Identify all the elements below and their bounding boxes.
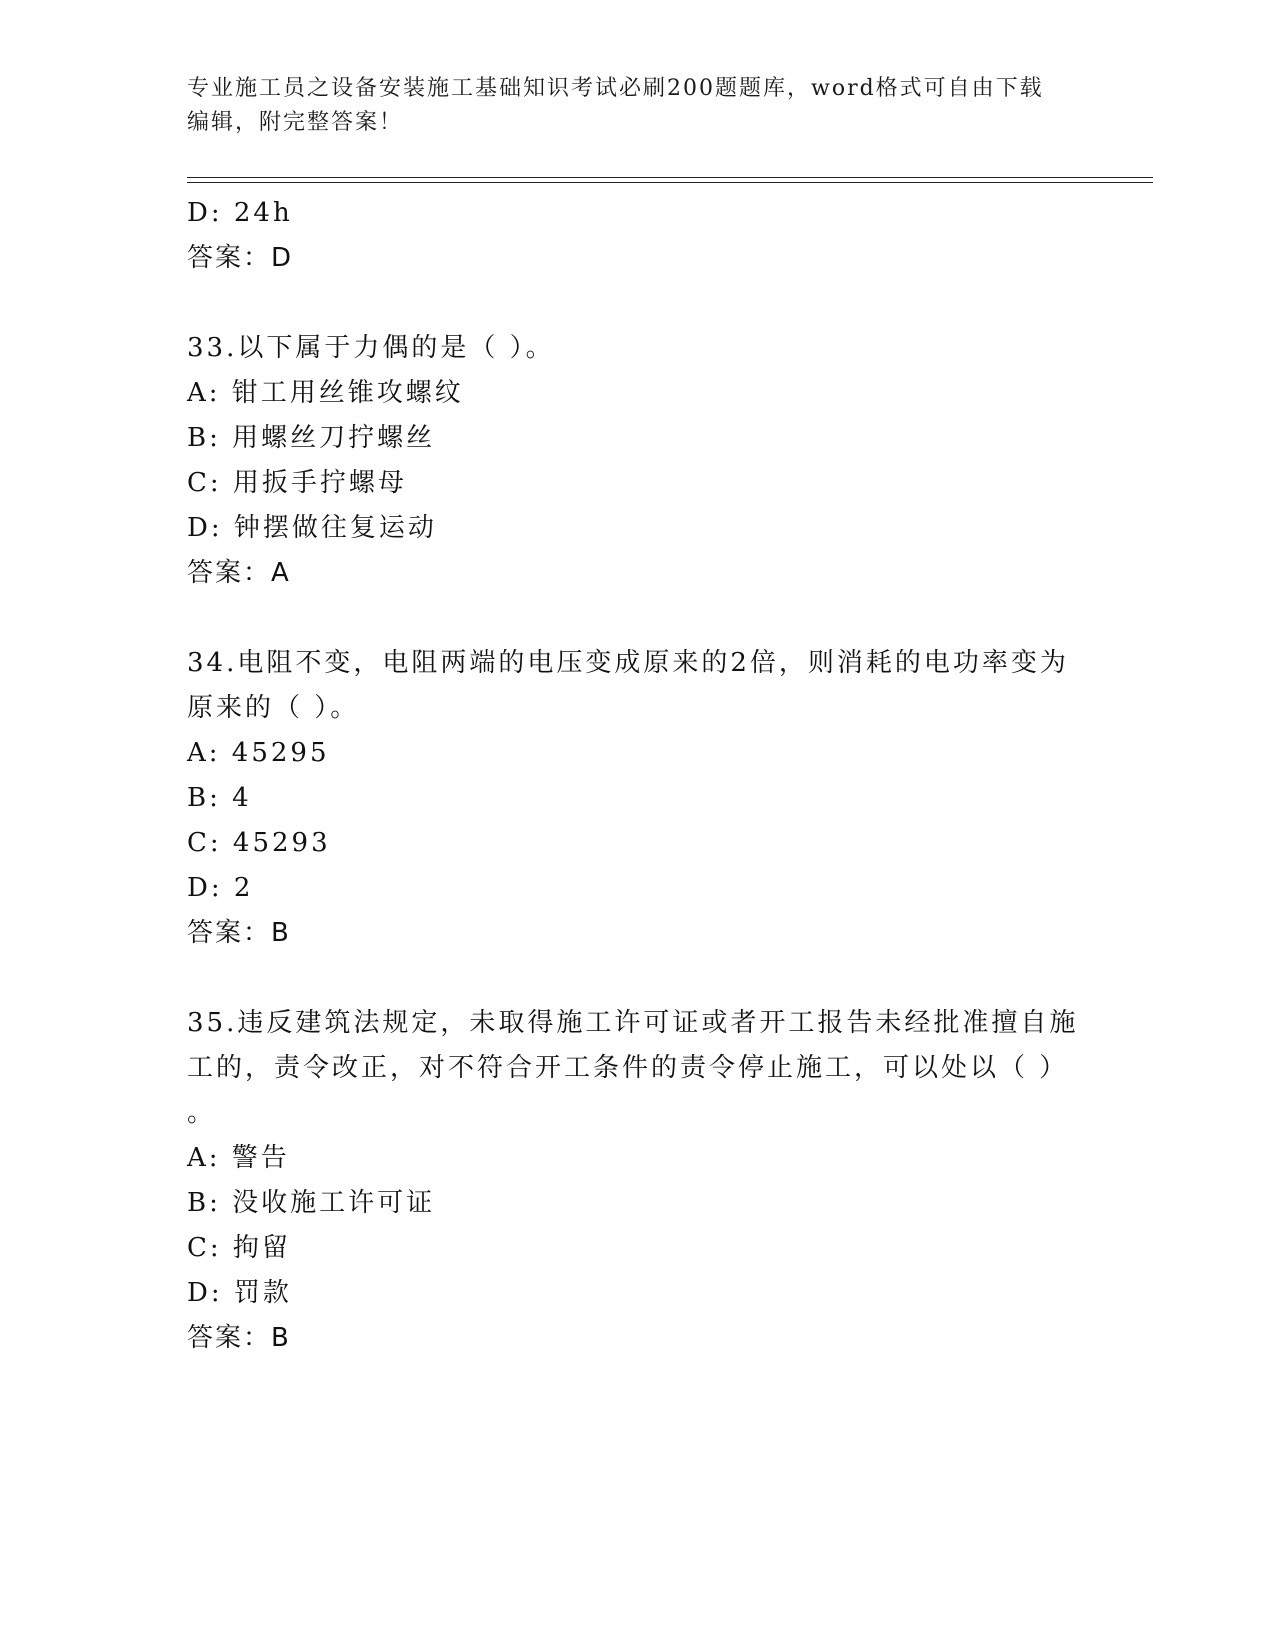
- option-c: C: 拘留: [187, 1233, 291, 1263]
- document-header: [187, 72, 1067, 140]
- option-a: A: 警告: [187, 1143, 290, 1173]
- question-text: 33.以下属于力偶的是（ ）。: [187, 333, 555, 363]
- answer-line: 答案：B: [187, 918, 291, 948]
- spacer: [187, 956, 1087, 1001]
- answer-line: 答案：A: [187, 558, 291, 588]
- header-divider-bottom: [187, 182, 1153, 183]
- question-35: [187, 1001, 1087, 1361]
- question-33: [187, 326, 1087, 596]
- question-text-line-1: 35.违反建筑法规定，未取得施工许可证或者开工报告未经批准擅自施: [187, 1008, 1079, 1038]
- spacer: [187, 281, 1087, 326]
- question-text-line-2: 工的，责令改正，对不符合开工条件的责令停止施工，可以处以（ ）: [187, 1053, 1069, 1083]
- option-a: A: 钳工用丝锥攻螺纹: [187, 378, 464, 408]
- option-d: D: 钟摆做往复运动: [187, 513, 437, 543]
- option-c: C: 45293: [187, 828, 331, 858]
- header-line-1: 专业施工员之设备安装施工基础知识考试必刷200题题库，word格式可自由下载: [187, 76, 1044, 101]
- document-body: [187, 191, 1087, 1361]
- option-b: B: 4: [187, 783, 252, 813]
- option-b: B: 没收施工许可证: [187, 1188, 436, 1218]
- option-d: D: 罚款: [187, 1278, 292, 1308]
- question-34: [187, 641, 1087, 956]
- question-text-line-1: 34.电阻不变，电阻两端的电压变成原来的2倍，则消耗的电功率变为: [187, 648, 1069, 678]
- option-c: C: 用扳手拧螺母: [187, 468, 407, 498]
- answer-line: 答案：B: [187, 1323, 291, 1353]
- header-divider-top: [187, 177, 1153, 178]
- option-d: D: 24h: [187, 198, 293, 228]
- question-text-line-2: 原来的（ ）。: [187, 693, 360, 723]
- spacer: [187, 596, 1087, 641]
- answer-line: 答案：D: [187, 243, 294, 273]
- option-b: B: 用螺丝刀拧螺丝: [187, 423, 436, 453]
- option-d: D: 2: [187, 873, 254, 903]
- option-a: A: 45295: [187, 738, 330, 768]
- header-line-2: 编辑，附完整答案！: [187, 110, 404, 135]
- question-text-line-3: 。: [187, 1098, 217, 1128]
